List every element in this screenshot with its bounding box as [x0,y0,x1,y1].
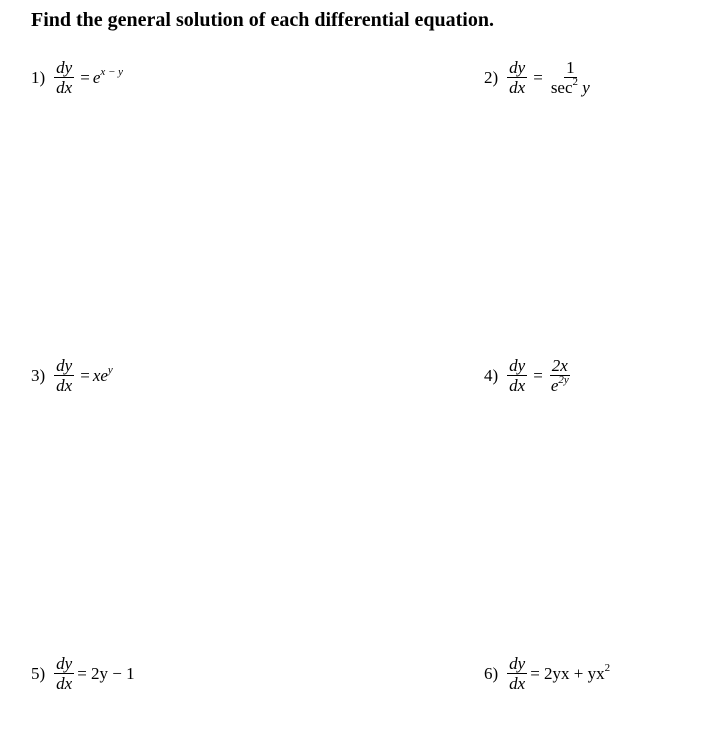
fraction-denominator: dx [56,674,73,693]
derivative-fraction [507,356,527,395]
rhs-main: = 2yx + yx [530,663,605,683]
problem-number: 2) [484,67,499,87]
problem-number: 4) [484,365,499,385]
rhs-exponent: 2 [604,661,611,674]
fraction-numerator: dy [56,654,73,673]
fraction-numerator: dy [509,58,526,77]
rhs-numerator: 2x [551,356,568,375]
right-hand-side: = 2y − 1 [77,663,135,683]
rhs-den-base: e [550,376,559,395]
right-hand-side [530,661,611,684]
sec-variable: y [582,78,590,97]
problem-6 [484,654,610,693]
fraction-numerator: dy [509,654,526,673]
worksheet-title: Find the general solution of each differential equation. [31,9,494,31]
problem-number: 6) [484,663,499,683]
fraction-denominator: dx [509,674,526,693]
rhs-base: e [92,67,101,87]
right-hand-side [92,65,124,88]
problem-2 [484,58,595,97]
problem-5 [31,654,135,693]
problem-number: 1) [31,67,46,87]
fraction-numerator: dy [56,58,73,77]
fraction-denominator: dx [56,78,73,97]
right-hand-side [92,363,113,386]
rhs-fraction [549,58,592,97]
derivative-fraction [507,654,527,693]
fraction-numerator: dy [509,356,526,375]
rhs-denominator [549,78,592,97]
derivative-fraction [54,654,74,693]
rhs-denominator [549,376,571,395]
equals-sign: = [80,67,90,87]
fraction-denominator: dx [509,376,526,395]
equals-sign: = [80,365,90,385]
rhs-base: xe [92,365,108,385]
problem-number: 5) [31,663,46,683]
derivative-fraction [507,58,527,97]
problem-1 [31,58,123,97]
problem-4 [484,356,574,395]
rhs-exponent: x − y [100,65,124,78]
rhs-fraction [549,356,571,395]
equals-sign: = [533,67,543,87]
fraction-denominator: dx [509,78,526,97]
fraction-denominator: dx [56,376,73,395]
rhs-den-exponent: 2y [558,374,569,386]
equals-sign: = [533,365,543,385]
sec-function: sec [550,78,573,97]
problem-3 [31,356,113,395]
rhs-exponent: y [107,363,113,376]
sec-exponent: 2 [572,76,579,88]
problem-number: 3) [31,365,46,385]
derivative-fraction [54,58,74,97]
rhs-numerator: 1 [566,58,575,77]
fraction-numerator: dy [56,356,73,375]
derivative-fraction [54,356,74,395]
